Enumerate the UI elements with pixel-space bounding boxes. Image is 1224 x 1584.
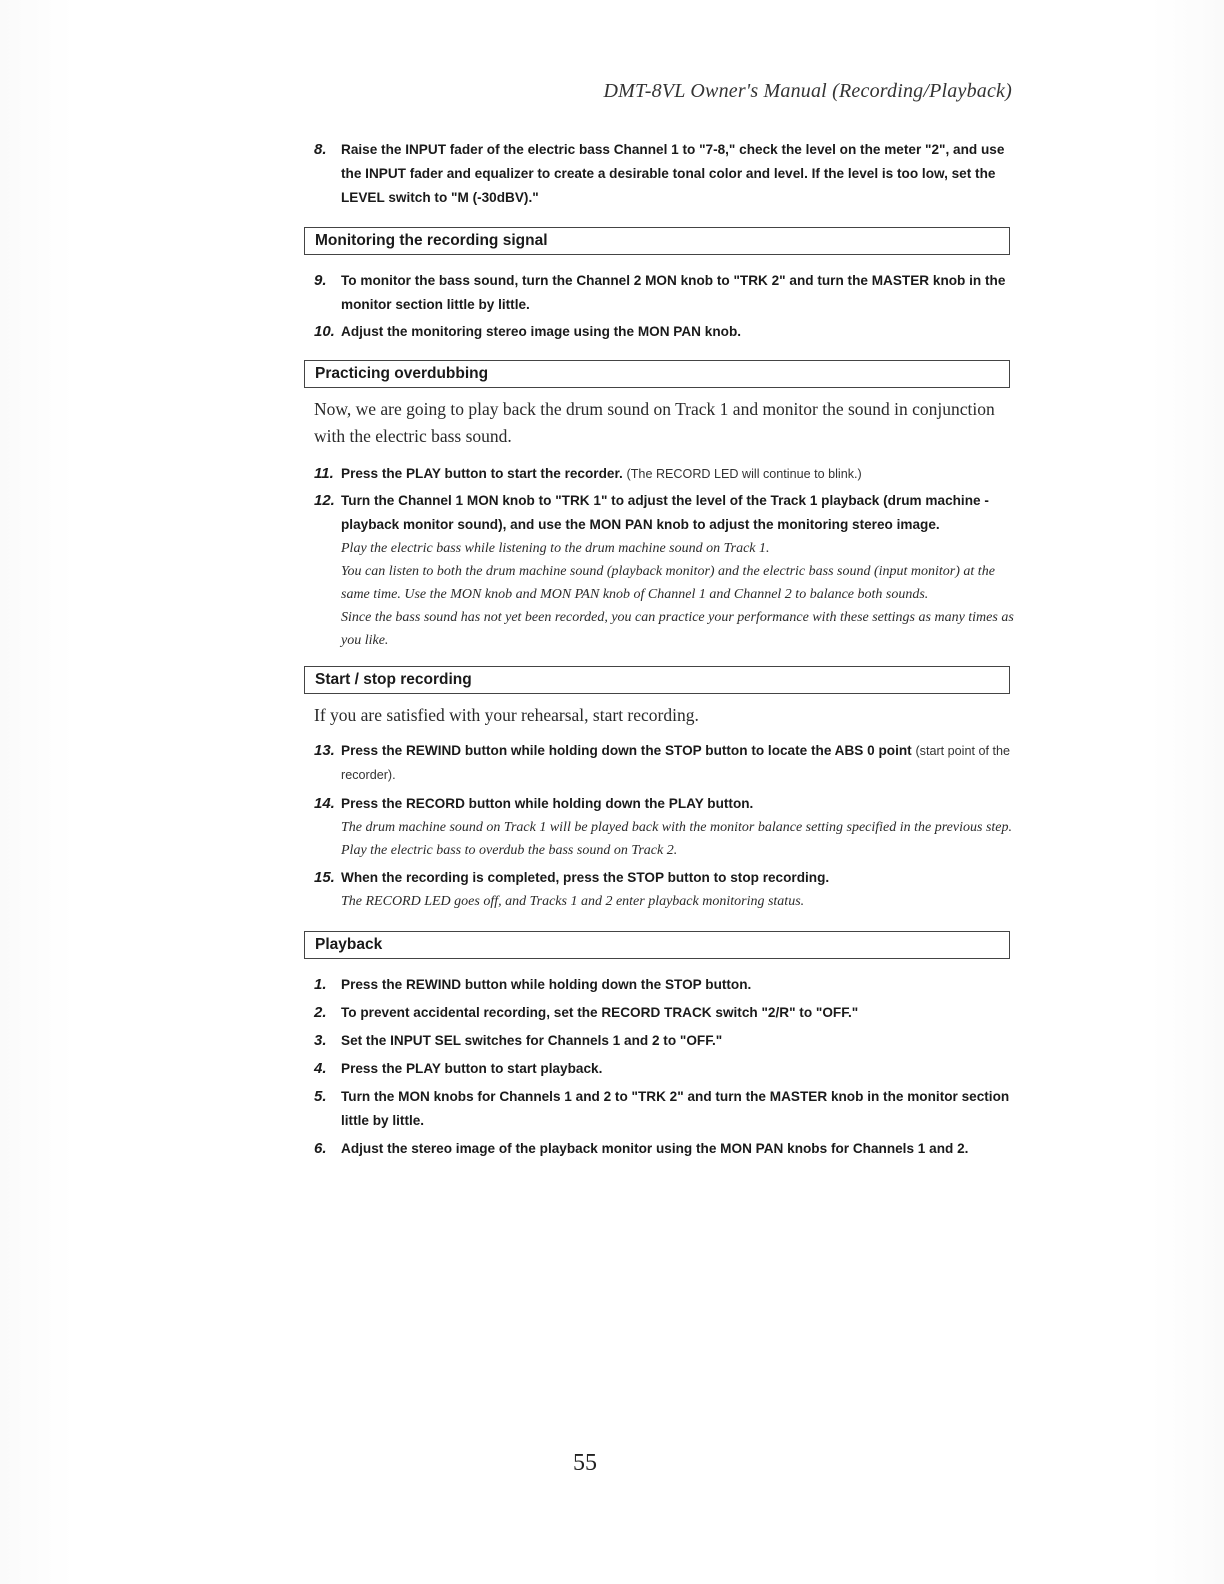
- note-line: Play the electric bass while listening to the drum machine sound on Track 1.: [341, 541, 770, 556]
- step-number: 8.: [314, 141, 327, 158]
- step-text: To monitor the bass sound, turn the Channel 2 MON knob to "TRK 2" and turn the MASTER knob in the monitor section little by little.: [341, 273, 1006, 312]
- step-text: Adjust the monitoring stereo image using the MON PAN knob.: [341, 324, 742, 339]
- step-number: 5.: [314, 1088, 327, 1105]
- step-number: 3.: [314, 1032, 327, 1049]
- running-header: DMT-8VL Owner's Manual (Recording/Playback): [603, 80, 1012, 102]
- step-number: 12.: [314, 492, 335, 509]
- section-heading-practicing: Practicing overdubbing: [304, 360, 1010, 388]
- step-15: [300, 866, 1015, 890]
- step-number: 14.: [314, 795, 335, 812]
- step-12: [300, 489, 1015, 537]
- step-text: Set the INPUT SEL switches for Channels 1 and 2 to "OFF.": [341, 1033, 723, 1048]
- step-text: To prevent accidental recording, set the RECORD TRACK switch "2/R" to "OFF.": [341, 1005, 859, 1020]
- step-text: Press the RECORD button while holding down the PLAY button.: [341, 796, 754, 811]
- step-number: 13.: [314, 742, 335, 759]
- step-number: 4.: [314, 1060, 327, 1077]
- step-text: Adjust the stereo image of the playback monitor using the MON PAN knobs for Channels 1 and 2.: [341, 1141, 969, 1156]
- note-line: You can listen to both the drum machine sound (playback monitor) and the electric bass sound (input monitor) at the same time. Use the MON knob and MON PAN knob of Channel 1 and Channel 2 to balance both sounds.: [341, 564, 995, 602]
- page-number: 55: [573, 1450, 597, 1476]
- step-9: [300, 269, 1015, 317]
- step-number: 9.: [314, 272, 327, 289]
- step-12-notes: [300, 537, 1015, 652]
- step-11: [300, 462, 1015, 486]
- playback-step-4: [300, 1057, 1015, 1081]
- page-content: [300, 138, 1015, 1161]
- note-line: Since the bass sound has not yet been recorded, you can practice your performance with these settings as many times as you like.: [341, 610, 1014, 648]
- step-text: When the recording is completed, press the STOP button to stop recording.: [341, 870, 830, 885]
- step-number: 2.: [314, 1004, 327, 1021]
- intro-paragraph: If you are satisfied with your rehearsal, start recording.: [314, 705, 699, 725]
- step-15-note: The RECORD LED goes off, and Tracks 1 and 2 enter playback monitoring status.: [341, 894, 805, 909]
- step-number: 6.: [314, 1140, 327, 1157]
- step-text: Press the REWIND button while holding down the STOP button to locate the ABS 0 point: [341, 743, 912, 758]
- step-13: [300, 739, 1015, 787]
- step-number: 1.: [314, 976, 327, 993]
- step-note: (start point of the recorder).: [341, 744, 1010, 782]
- playback-step-6: [300, 1137, 1015, 1161]
- playback-step-5: [300, 1085, 1015, 1133]
- playback-step-2: [300, 1001, 1015, 1025]
- section-heading-start-stop: Start / stop recording: [304, 666, 1010, 694]
- playback-step-3: [300, 1029, 1015, 1053]
- step-number: 15.: [314, 869, 335, 886]
- step-text: Press the PLAY button to start the recorder.: [341, 466, 623, 481]
- step-text: Turn the Channel 1 MON knob to "TRK 1" to adjust the level of the Track 1 playback (drum machine - playback monitor sound), and use the MON PAN knob to adjust the monitoring stereo image.: [341, 493, 989, 532]
- step-8: [300, 138, 1015, 210]
- step-note: (The RECORD LED will continue to blink.): [626, 467, 862, 481]
- playback-step-1: [300, 973, 1015, 997]
- step-10: [300, 320, 1015, 344]
- step-number: 10.: [314, 323, 335, 340]
- step-14-note: The drum machine sound on Track 1 will be played back with the monitor balance setting specified in the previous step. Play the electric bass to overdub the bass sound on Track 2.: [341, 820, 1012, 858]
- step-14: [300, 792, 1015, 816]
- step-text: Raise the INPUT fader of the electric bass Channel 1 to "7-8," check the level on the meter "2", and use the INPUT fader and equalizer to create a desirable tonal color and level. If the level is too low, set the LEVEL switch to "M (-30dBV).": [341, 142, 1005, 205]
- step-text: Turn the MON knobs for Channels 1 and 2 to "TRK 2" and turn the MASTER knob in the monitor section little by little.: [341, 1089, 1010, 1128]
- intro-paragraph: Now, we are going to play back the drum sound on Track 1 and monitor the sound in conjunction with the electric bass sound.: [314, 399, 995, 446]
- step-number: 11.: [314, 465, 334, 482]
- step-text: Press the REWIND button while holding down the STOP button.: [341, 977, 752, 992]
- section-heading-playback: Playback: [304, 931, 1010, 959]
- step-text: Press the PLAY button to start playback.: [341, 1061, 603, 1076]
- section-heading-monitoring: Monitoring the recording signal: [304, 227, 1010, 255]
